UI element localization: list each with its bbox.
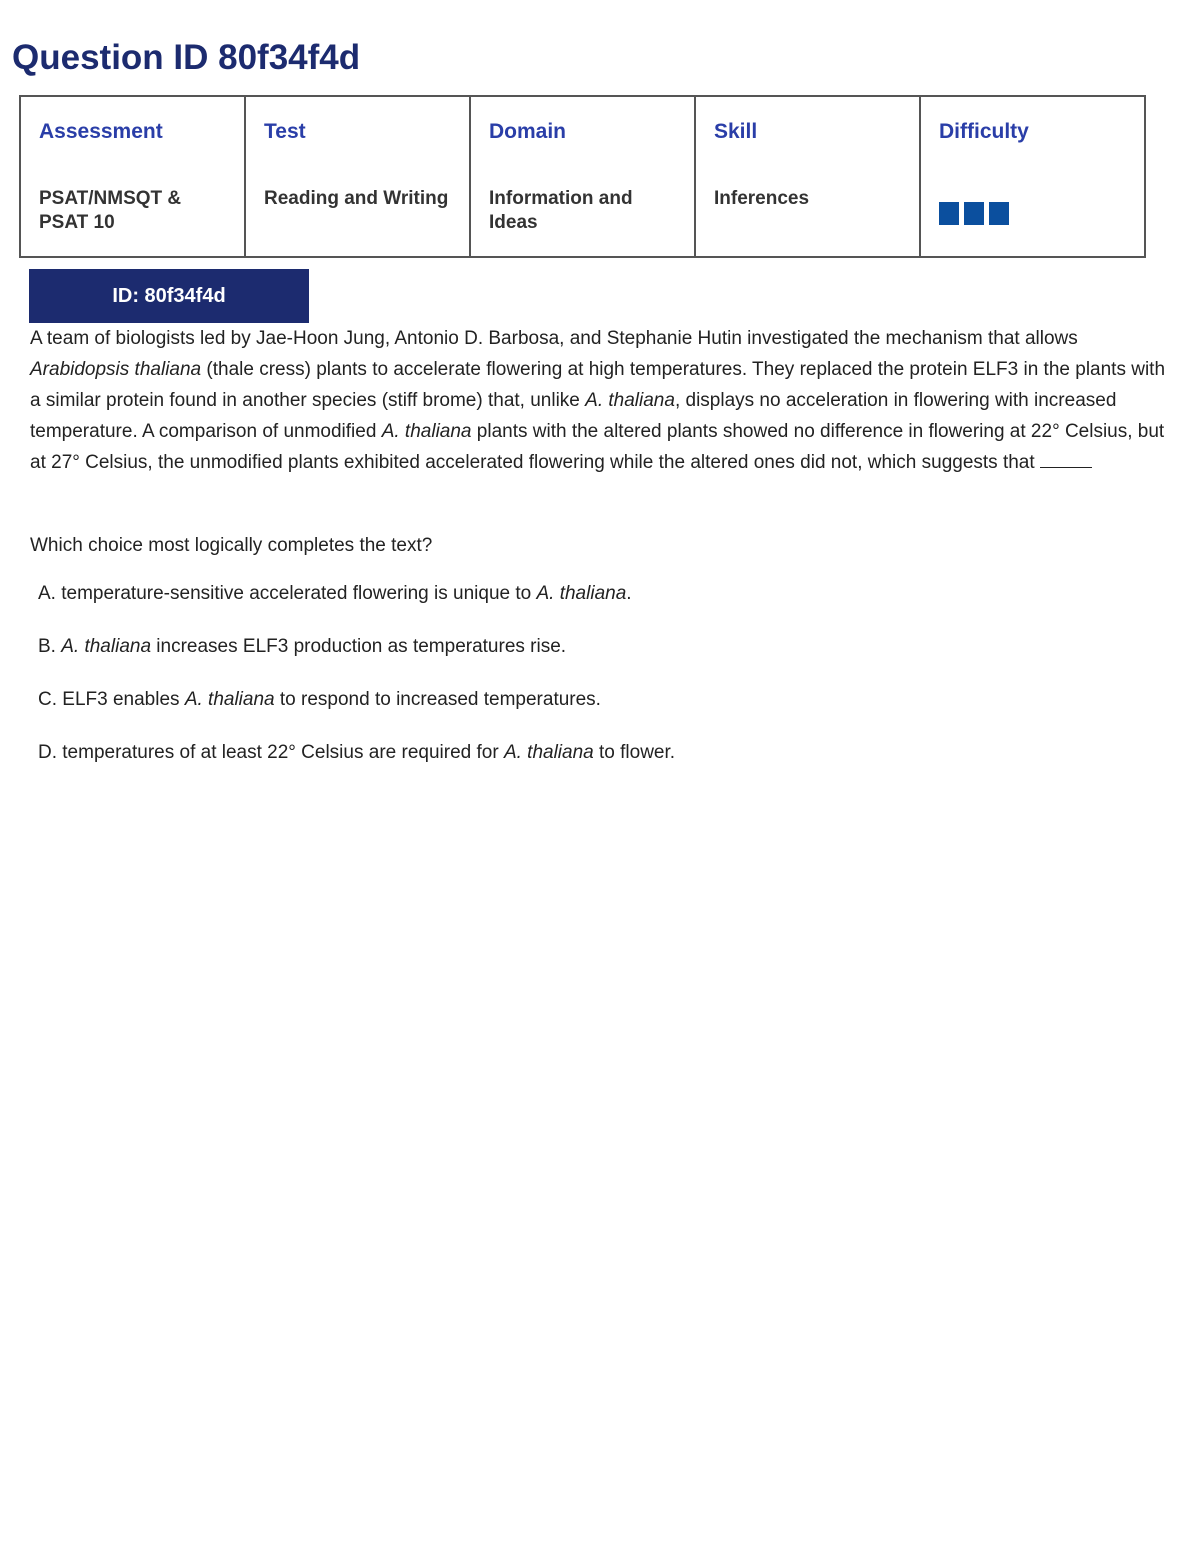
question-prompt: Which choice most logically completes the text? <box>30 535 433 556</box>
answer-choice-c[interactable] <box>38 689 601 711</box>
choice-d-species: A. thaliana <box>503 742 594 763</box>
passage-text-2: (thale cress) plants to accelerate flowering at high temperatures. They replaced the protein ELF3 in the plants with a similar protein found in another species (stiff brome) that, unlike <box>30 359 1166 411</box>
answer-choice-b[interactable] <box>38 636 566 658</box>
answer-choice-d[interactable] <box>38 742 675 764</box>
difficulty-cell <box>921 97 1144 256</box>
assessment-value: PSAT/NMSQT & PSAT 10 <box>39 188 182 233</box>
difficulty-label: Difficulty <box>939 120 1029 143</box>
passage-text-4: plants with the altered plants showed no difference in flowering at 22° Celsius, but at 27° Celsius, the unmodified plants exhibited accelerated flowering while the altered ones did not, which suggests that <box>30 421 1165 473</box>
question-metadata-table <box>19 95 1146 258</box>
choice-b-suffix: increases ELF3 production as temperatures rise. <box>151 636 567 657</box>
passage-species-short: A. thaliana <box>585 390 675 411</box>
passage-species-short: A. thaliana <box>381 421 472 442</box>
passage-species-full: Arabidopsis thaliana <box>30 359 202 380</box>
skill-cell <box>696 97 921 256</box>
answer-blank <box>1040 449 1092 468</box>
difficulty-bar <box>964 202 984 225</box>
passage-text-1: A team of biologists led by Jae-Hoon Jung, Antonio D. Barbosa, and Stephanie Hutin investigated the mechanism that allows <box>30 328 1078 349</box>
choice-c-species: A. thaliana <box>184 689 275 710</box>
test-value: Reading and Writing <box>264 188 449 209</box>
difficulty-bar <box>939 202 959 225</box>
domain-value: Information and Ideas <box>489 188 633 233</box>
domain-cell <box>471 97 696 256</box>
difficulty-indicator <box>939 202 1009 225</box>
answer-choice-a[interactable] <box>38 583 632 605</box>
question-passage <box>30 323 1170 478</box>
choice-c-suffix: to respond to increased temperatures. <box>274 689 601 710</box>
choice-d-text: D. temperatures of at least 22° Celsius are required for <box>38 742 504 763</box>
skill-label: Skill <box>714 120 758 143</box>
page-title: Question ID 80f34f4d <box>12 38 361 77</box>
difficulty-bar <box>989 202 1009 225</box>
test-cell <box>246 97 471 256</box>
choice-a-text: A. temperature-sensitive accelerated flowering is unique to <box>38 583 537 604</box>
choice-b-species: A. thaliana <box>61 636 152 657</box>
question-id-banner: ID: 80f34f4d <box>29 269 309 323</box>
choice-c-text: C. ELF3 enables <box>38 689 185 710</box>
skill-value: Inferences <box>714 188 810 209</box>
assessment-label: Assessment <box>39 120 163 143</box>
passage-text-3: , displays no acceleration in flowering with increased temperature. A comparison of unmodified <box>30 390 1117 442</box>
test-label: Test <box>264 120 306 143</box>
domain-label: Domain <box>489 120 567 143</box>
choice-a-species: A. thaliana <box>536 583 627 604</box>
choice-d-suffix: to flower. <box>593 742 676 763</box>
choice-a-suffix: . <box>626 583 632 604</box>
choice-b-text: B. <box>38 636 62 657</box>
assessment-cell <box>21 97 246 256</box>
